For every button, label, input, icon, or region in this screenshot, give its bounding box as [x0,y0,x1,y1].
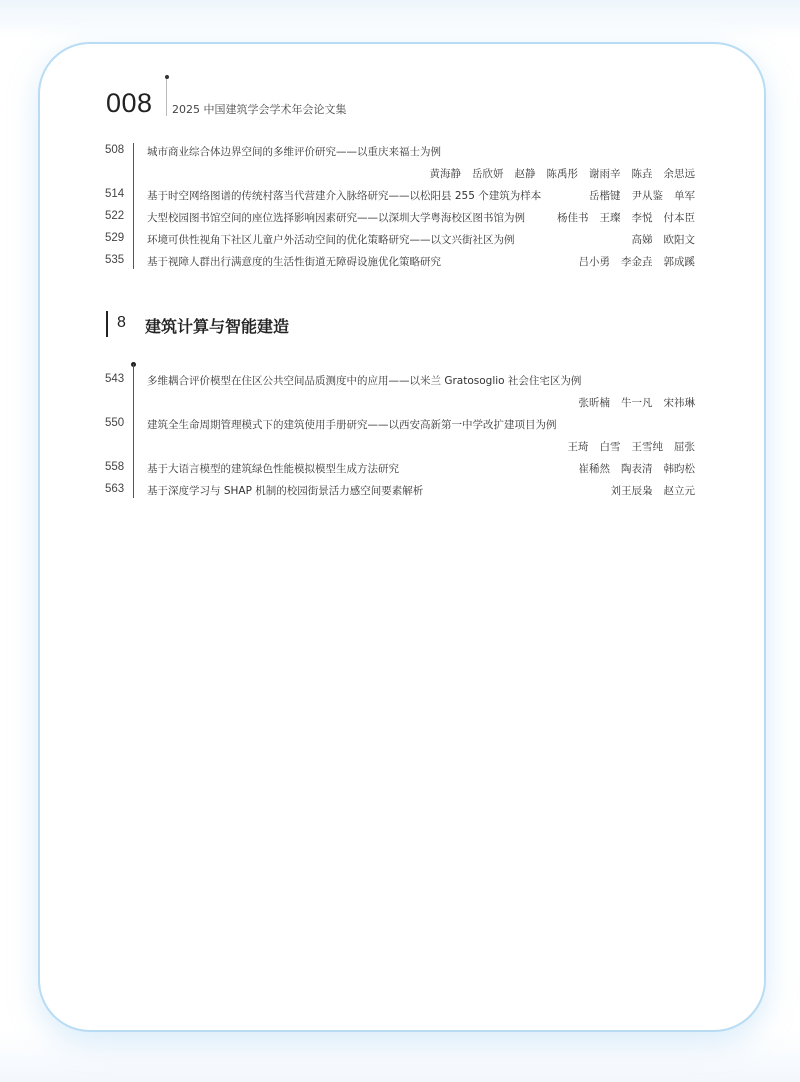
entry-page: 550 [105,417,125,429]
entry-title: 多维耦合评价模型在住区公共空间品质测度中的应用——以米兰 Gratosoglio 社会住宅区为例 [147,375,582,387]
entry-title: 大型校园图书馆空间的座位选择影响因素研究——以深圳大学粤海校区图书馆为例 [147,212,525,224]
author: 黄海静 [429,168,461,180]
section-bar [106,311,108,337]
author: 李金垚 [621,256,653,268]
author: 王雪纯 [631,441,663,453]
page-number: 008 [106,88,153,118]
entry-page: 543 [105,373,125,385]
author: 陈垚 [631,168,653,180]
author: 陈禹彤 [546,168,578,180]
entry-page: 508 [105,144,125,156]
author: 崔稀然 [578,463,610,475]
section-title: 建筑计算与智能建造 [145,317,290,336]
author: 郭成蹊 [663,256,695,268]
entry-page: 558 [105,461,125,473]
entry-title: 基于大语言模型的建筑绿色性能模拟模型生成方法研究 [147,463,399,475]
toc-entry[interactable] [105,254,695,274]
author: 赵静 [514,168,536,180]
entry-page: 535 [105,254,125,266]
toc-entry-authors-line [105,166,695,186]
entry-title: 城市商业综合体边界空间的多维评价研究——以重庆来福士为例 [147,146,441,158]
author: 陶表清 [621,463,653,475]
author: 吕小勇 [578,256,610,268]
entry-title: 建筑全生命周期管理模式下的建筑使用手册研究——以西安高新第一中学改扩建项目为例 [147,419,557,431]
entry-title: 基于时空网络图谱的传统村落当代营建介入脉络研究——以松阳县 255 个建筑为样本 [147,190,542,202]
author: 欧阳文 [663,234,695,246]
author: 韩昀松 [663,463,695,475]
author: 白雪 [599,441,621,453]
author: 王璨 [599,212,621,224]
author: 高娣 [631,234,653,246]
toc-entry[interactable] [105,417,695,437]
entry-authors [578,188,695,203]
entry-authors [546,210,695,225]
toc-entry[interactable] [105,188,695,208]
entry-page: 529 [105,232,125,244]
author: 赵立元 [663,485,695,497]
author: 谢雨辛 [589,168,621,180]
author: 余思远 [663,168,695,180]
header-divider [166,78,167,116]
toc-entry[interactable] [105,483,695,503]
toc-entry-authors-line [105,395,695,415]
entry-title: 基于视障人群出行满意度的生活性街道无障碍设施优化策略研究 [147,256,441,268]
author: 杨佳书 [557,212,589,224]
author: 付本臣 [663,212,695,224]
author: 岳欣妍 [472,168,504,180]
entry-title: 基于深度学习与 SHAP 机制的校园街景活力感空间要素解析 [147,485,424,497]
toc-entry[interactable] [105,232,695,252]
toc-entry[interactable] [105,144,695,164]
header-dot [165,75,169,79]
entry-page: 522 [105,210,125,222]
entry-authors [557,439,696,454]
author: 岳楷键 [589,190,621,202]
toc-entry-authors-line [105,439,695,459]
section-number: 8 [117,314,126,331]
author: 张昕楠 [578,397,610,409]
entry-authors [419,166,696,181]
author: 单军 [674,190,695,202]
author: 王琦 [567,441,589,453]
toc-entry[interactable] [105,461,695,481]
entry-title: 环境可供性视角下社区儿童户外活动空间的优化策略研究——以文兴街社区为例 [147,234,515,246]
toc-entry[interactable] [105,373,695,393]
entry-authors [568,461,696,476]
author: 李悦 [631,212,653,224]
author: 屈张 [674,441,695,453]
author: 刘王辰枭 [610,485,653,497]
book-title: 2025 中国建筑学会学术年会论文集 [172,103,347,116]
author: 尹从鉴 [631,190,663,202]
entry-authors [568,254,696,269]
entry-authors [621,232,696,247]
toc-entry[interactable] [105,210,695,230]
entry-authors [568,395,696,410]
entry-page: 563 [105,483,125,495]
entry-authors [600,483,696,498]
author: 宋祎琳 [663,397,695,409]
author: 牛一凡 [621,397,653,409]
entry-page: 514 [105,188,125,200]
